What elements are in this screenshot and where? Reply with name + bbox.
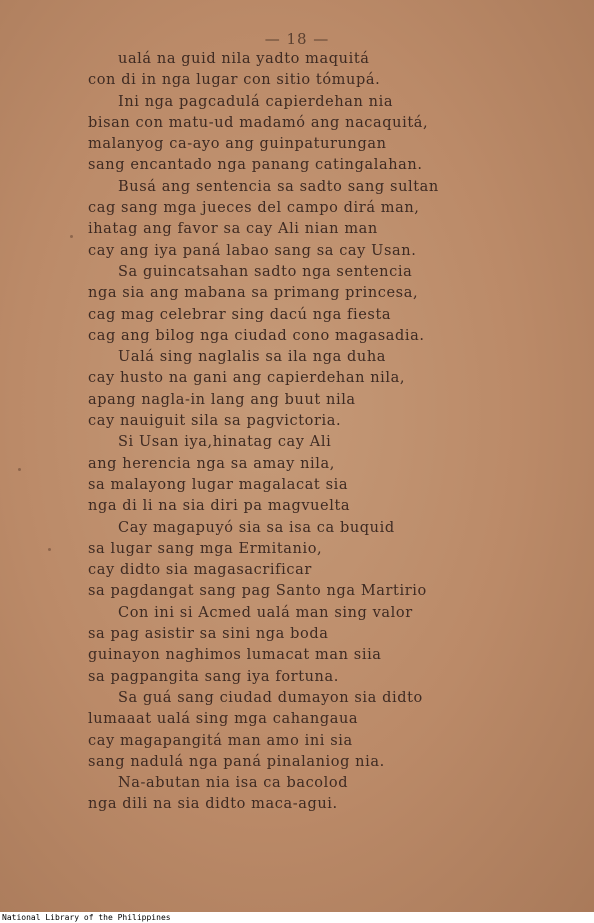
text-line: cay didto sia magasacrificar [88, 562, 312, 579]
text-line: sa lugar sang mga Ermitanio, [88, 540, 323, 557]
text-line: apang nagla-in lang ang buut nila [88, 391, 356, 408]
text-line: lumaaat ualá sing mga cahangaua [88, 711, 359, 728]
text-line: bisan con matu-ud madamó ang nacaquitá, [88, 114, 429, 131]
library-credit: National Library of the Philippines [0, 912, 594, 923]
ink-speck [48, 548, 51, 551]
text-line: cag mag celebrar sing dacú nga fiesta [88, 306, 392, 323]
text-line: guinayon naghimos lumacat man siia [88, 647, 382, 664]
text-line: Sa guincatsahan sadto nga sentencia [118, 263, 413, 280]
text-line: sa malayong lugar magalacat sia [88, 476, 349, 493]
text-line: Ini nga pagcadulá capierdehan nia [118, 93, 394, 110]
text-line: sa pagpangita sang iya fortuna. [88, 668, 339, 685]
poem-text [88, 49, 568, 816]
text-line: cag ang bilog nga ciudad cono magasadia. [88, 327, 425, 344]
text-line: ualá na guid nila yadto maquitá [118, 51, 370, 67]
text-line: ihatag ang favor sa cay Ali nian man [88, 221, 378, 238]
text-line: cay ang iya paná labao sang sa cay Usan. [88, 242, 417, 259]
text-line: cay magapangitá man amo ini sia [88, 732, 353, 749]
text-line: Ualá sing naglalis sa ila nga duha [118, 349, 387, 366]
text-line: sa pag asistir sa sini nga boda [88, 626, 329, 643]
text-line: Si Usan iya,hinatag cay Ali [118, 434, 332, 451]
text-line: cay nauiguit sila sa pagvictoria. [88, 413, 342, 430]
text-line: Busá ang sentencia sa sadto sang sultan [118, 178, 439, 195]
text-line: nga dili na sia didto maca-agui. [88, 796, 338, 813]
text-line: Na-abutan nia isa ca bacolod [118, 775, 349, 792]
page-number: — 18 — [264, 30, 330, 48]
text-line: sang encantado nga panang catingalahan. [88, 157, 423, 174]
text-line: cag sang mga jueces del campo dirá man, [88, 200, 420, 217]
text-line: Con ini si Acmed ualá man sing valor [118, 604, 413, 621]
text-line: Sa guá sang ciudad dumayon sia didto [118, 689, 423, 706]
text-line: sa pagdangat sang pag Santo nga Martirio [88, 583, 427, 600]
ink-speck [70, 235, 73, 238]
text-line: malanyog ca-ayo ang guinpaturungan [88, 136, 387, 153]
text-line: ang herencia nga sa amay nila, [88, 455, 335, 472]
text-line: cay husto na gani ang capierdehan nila, [88, 370, 406, 387]
text-line: nga sia ang mabana sa primang princesa, [88, 285, 419, 302]
text-line: sang nadulá nga paná pinalaniog nia. [88, 753, 385, 770]
text-line: nga di li na sia diri pa magvuelta [88, 498, 351, 515]
text-line: Cay magapuyó sia sa isa ca buquid [118, 519, 395, 536]
text-line: con di in nga lugar con sitio tómupá. [88, 72, 381, 89]
ink-speck [18, 468, 21, 471]
